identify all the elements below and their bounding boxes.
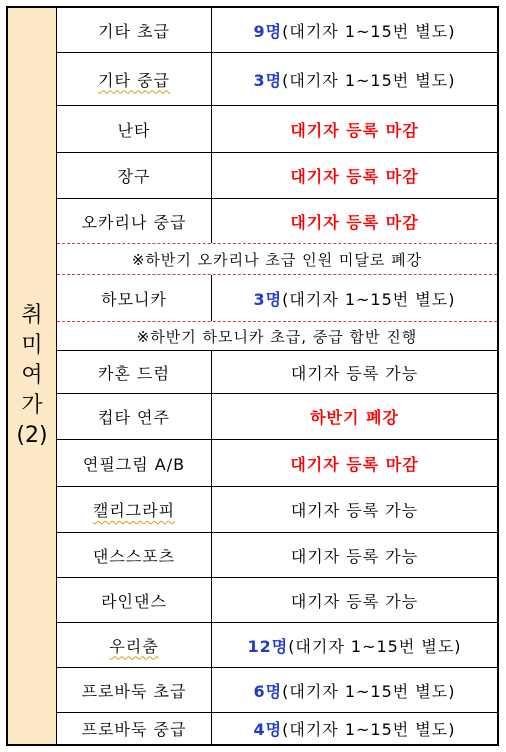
table-row (57, 578, 497, 623)
table-row (57, 8, 497, 53)
enrollment-cell (212, 53, 497, 105)
course-name: 캘리그라피 (57, 487, 212, 532)
course-name: 프로바둑 중급 (57, 713, 212, 744)
course-rows (57, 8, 497, 744)
table-row (57, 533, 497, 578)
table-row (57, 668, 497, 713)
status-text: 대기자 등록 가능 (290, 501, 419, 520)
course-name: 기타 초급 (57, 8, 212, 52)
enrollment-cell (212, 275, 497, 321)
table-row (57, 623, 497, 668)
waitlist-detail: (대기자 1~15번 별도) (282, 289, 456, 309)
table-row (57, 351, 497, 394)
table-row (57, 487, 497, 533)
course-name: 댄스스포츠 (57, 533, 212, 577)
table-row (57, 106, 497, 153)
status-text: 대기자 등록 마감 (290, 167, 419, 186)
enrollment-cell (212, 623, 497, 667)
course-name: 라인댄스 (57, 578, 212, 622)
table-row (57, 53, 497, 106)
enrolled-count: 12명 (247, 636, 289, 656)
course-name: 카혼 드럼 (57, 351, 212, 393)
course-name: 하모니카 (57, 275, 212, 321)
category-char: 가 (21, 393, 43, 418)
course-name: 오카리나 중급 (57, 199, 212, 243)
enrolled-count: 3명 (253, 289, 283, 309)
enrolled-count: 9명 (253, 21, 283, 41)
waitlist-detail: (대기자 1~15번 별도) (282, 21, 456, 41)
enrolled-count: 3명 (253, 70, 283, 90)
enrolled-count: 6명 (253, 681, 283, 701)
course-name: 기타 중급 (57, 53, 212, 105)
table-row (57, 275, 497, 322)
table-row (57, 440, 497, 487)
course-name: 우리춤 (57, 623, 212, 667)
status-text: 대기자 등록 마감 (290, 120, 419, 140)
table-row (57, 713, 497, 744)
course-table (6, 6, 499, 746)
enrollment-cell (212, 713, 497, 744)
status-text: 대기자 등록 가능 (290, 591, 419, 611)
status-text: 대기자 등록 마감 (290, 454, 419, 474)
enrolled-count: 4명 (253, 720, 283, 739)
course-name: 장구 (57, 153, 212, 198)
course-name: 난타 (57, 106, 212, 152)
note-text: ※하반기 하모니카 초급, 중급 합반 진행 (136, 327, 418, 346)
table-row (57, 153, 497, 199)
note-row (57, 322, 497, 351)
note-row (57, 244, 497, 275)
table-row (57, 199, 497, 244)
enrollment-cell (212, 8, 497, 52)
course-name: 프로바둑 초급 (57, 668, 212, 712)
enrollment-cell (212, 668, 497, 712)
status-text: 하반기 폐강 (310, 408, 399, 427)
category-label (12, 301, 52, 451)
category-char: 취 (21, 303, 43, 328)
table-row (57, 394, 497, 440)
course-name: 연필그림 A/B (57, 440, 212, 486)
status-text: 대기자 등록 가능 (290, 546, 419, 566)
waitlist-detail: (대기자 1~15번 별도) (288, 636, 462, 656)
category-char: (2) (16, 423, 48, 448)
status-text: 대기자 등록 가능 (290, 363, 419, 383)
waitlist-detail: (대기자 1~15번 별도) (282, 720, 456, 739)
status-text: 대기자 등록 마감 (290, 212, 419, 232)
category-cell (8, 8, 57, 744)
course-name: 컵타 연주 (57, 394, 212, 439)
category-char: 여 (21, 363, 43, 388)
waitlist-detail: (대기자 1~15번 별도) (282, 70, 456, 90)
category-char: 미 (21, 333, 43, 358)
note-text: ※하반기 오카리나 초급 인원 미달로 폐강 (131, 250, 423, 269)
waitlist-detail: (대기자 1~15번 별도) (282, 681, 456, 701)
